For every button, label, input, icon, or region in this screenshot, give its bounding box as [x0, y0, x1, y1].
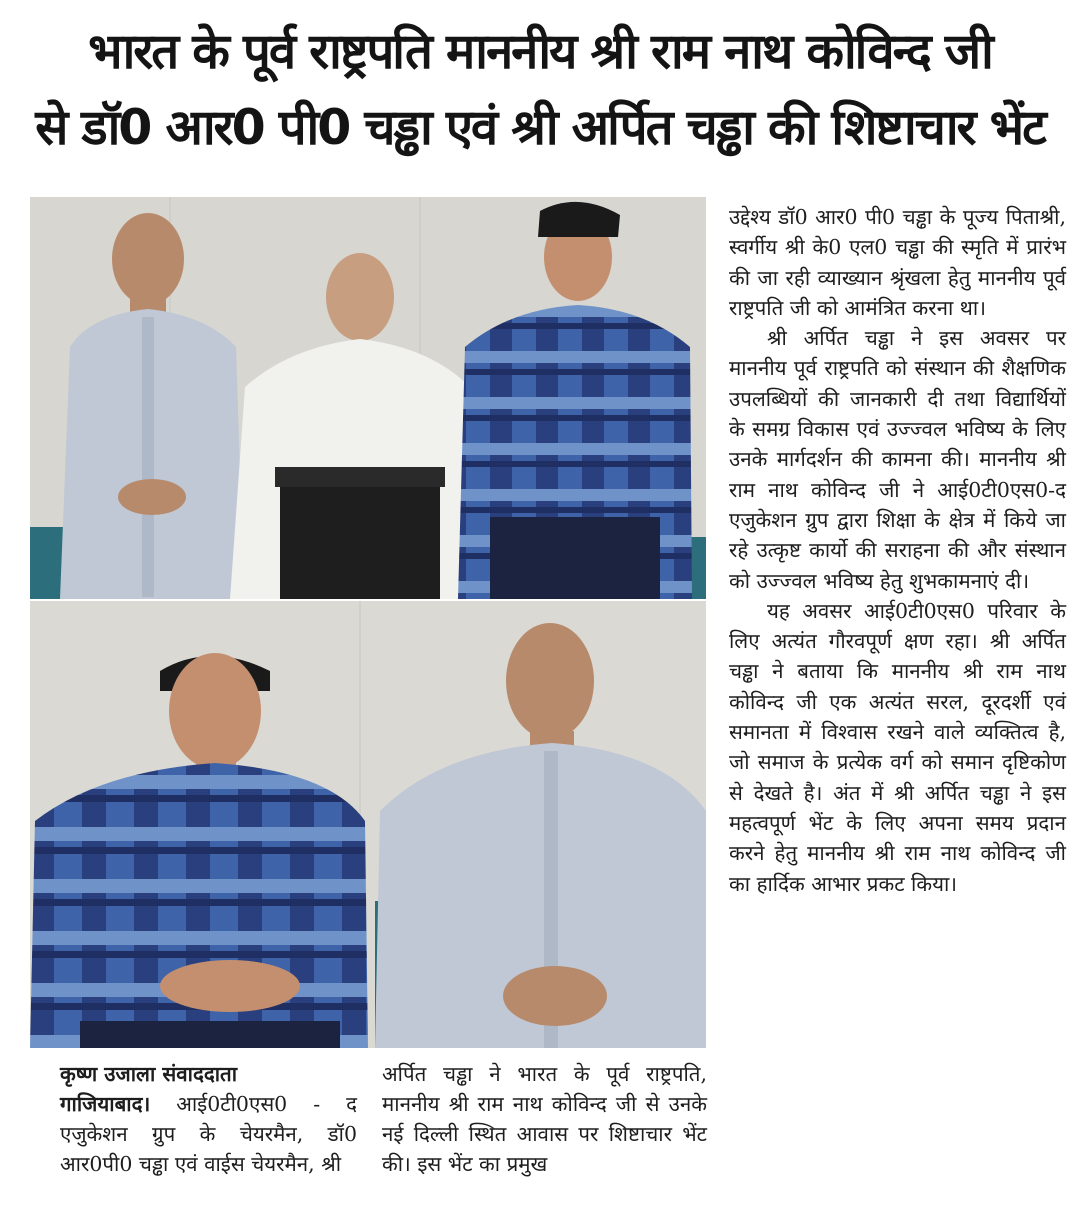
- paragraph-start: आई0टी0एस0 - द एजुकेशन ग्रुप के चेयरमैन, डॉ0 आर0पी0 चड्ढा एवं वाईस चेयरमैन, श्री: [60, 1092, 357, 1176]
- article-bottom-left: [30, 1059, 357, 1179]
- byline: कृष्ण उजाला संवाददाता: [60, 1062, 238, 1086]
- headline-line-1: भारत के पूर्व राष्ट्रपति माननीय श्री राम नाथ कोविन्द जी: [88, 23, 992, 80]
- paragraph: श्री अर्पित चड्ढा ने इस अवसर पर माननीय पूर्व राष्ट्रपति को संस्थान की शैक्षणिक उपलब्धियों की जानकारी दी तथा विद्यार्थियों के समग्र विकास एवं उज्ज्वल भविष्य के लिए उनके मार्गदर्शन की कामना की। माननीय श्री राम नाथ कोविन्द जी ने आई0टी0एस0-द एजुकेशन ग्रुप द्वारा शिक्षा के क्षेत्र में किये जा रहे उत्कृष्ट कार्यो की सराहना की और संस्थान को उज्ज्वल भविष्य हेतु शुभकामनाएं दी।: [729, 326, 1066, 593]
- dateline-place: गाजियाबाद।: [60, 1092, 151, 1116]
- headline-line-2: से डॉ0 आर0 पी0 चड्ढा एवं श्री अर्पित चड्ढा की शिष्टाचार भेंट: [35, 99, 1045, 156]
- article-bottom-middle: [382, 1059, 707, 1179]
- face: [112, 213, 184, 305]
- photo-group-of-three: [30, 197, 706, 599]
- headline: [14, 14, 1066, 166]
- paragraph: अर्पित चड्ढा ने भारत के पूर्व राष्ट्रपति, माननीय श्री राम नाथ कोविन्द जी से उनके नई दिल्ली स्थित आवास पर शिष्टाचार भेंट की। इस भेंट का प्रमुख: [382, 1062, 707, 1176]
- paragraph: उद्देश्य डॉ0 आर0 पी0 चड्ढा के पूज्य पिताश्री, स्वर्गीय श्री के0 एल0 चड्ढा की स्मृति में प्रारंभ की जा रही व्याख्यान श्रृंखला हेतु माननीय पूर्व राष्ट्रपति जी को आमंत्रित करना था।: [729, 205, 1066, 320]
- photo-pair: [30, 601, 706, 1048]
- article-right-column: [729, 202, 1066, 899]
- paragraph: यह अवसर आई0टी0एस0 परिवार के लिए अत्यंत गौरवपूर्ण क्षण रहा। श्री अर्पित चड्ढा ने बताया कि माननीय श्री राम नाथ कोविन्द जी एक अत्यंत सरल, दूरदर्शी एवं समानता में विश्वास रखने वाले व्यक्तित्व है, जो समाज के प्रत्येक वर्ग को समान दृष्टिकोण से देखते है। अंत में श्री अर्पित चड्ढा ने इस महत्वपूर्ण भेंट के लिए अपना समय प्रदान करने हेतु माननीय श्री राम नाथ कोविन्द जी का हार्दिक आभार प्रकट किया।: [729, 598, 1066, 896]
